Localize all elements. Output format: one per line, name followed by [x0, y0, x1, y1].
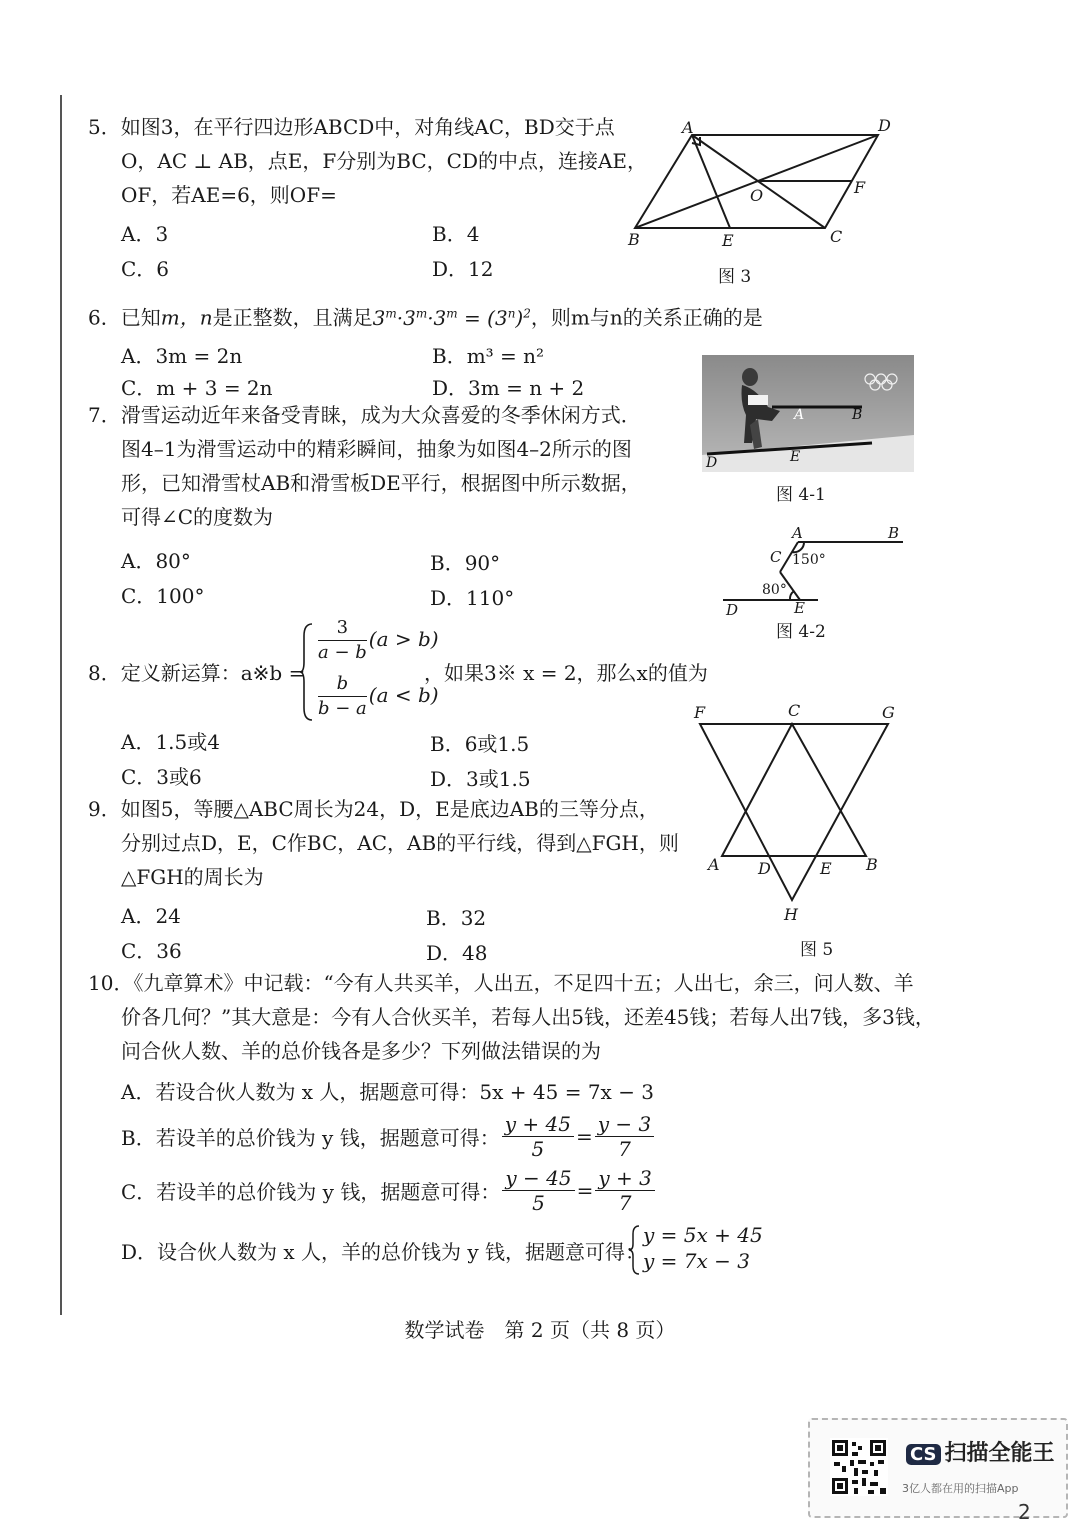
- q8-suffix: ，如果3※ x = 2，那么x的值为: [424, 661, 708, 685]
- question-6: [88, 296, 763, 335]
- q10-option-b: [121, 1112, 656, 1161]
- q6-option-c: C．m + 3 = 2n: [121, 376, 273, 400]
- q7-option-d: D．110°: [430, 586, 515, 610]
- q9-option-b: B．32: [426, 906, 487, 930]
- fig5-label-e: E: [820, 859, 832, 878]
- fig5-label-h: H: [784, 905, 798, 924]
- fig42-label-c: C: [770, 548, 782, 566]
- question-9: [88, 792, 679, 894]
- q7-line-3: 形，已知滑雪杖AB和滑雪板DE平行，根据图中所示数据，: [121, 471, 641, 495]
- scanner-tagline: 3亿人都在用的扫描App: [902, 1482, 1019, 1495]
- q10-option-d: [121, 1222, 763, 1278]
- page-footer: 数学试卷 第 2 页（共 8 页）: [404, 1318, 676, 1342]
- q5-line-3: OF，若AE=6，则OF=: [121, 183, 337, 207]
- q8-case2-den: b − a: [318, 698, 367, 719]
- q10-d-brace: [629, 1224, 641, 1276]
- q6-suffix: ，则m与n的关系正确的是: [530, 305, 763, 330]
- q10-option-a: A．若设合伙人数为 x 人，据题意可得：5x + 45 = 7x − 3: [121, 1080, 655, 1104]
- q10-option-d-text: D．设合伙人数为 x 人，羊的总价钱为 y 钱，据题意可得：: [121, 1240, 646, 1264]
- fig5-label-g: G: [882, 703, 895, 722]
- q10-c-left-den: 5: [532, 1191, 545, 1215]
- q5-option-c: C．6: [121, 257, 170, 281]
- q7-option-a: A．80°: [121, 549, 191, 573]
- q7-line-2: 图4–1为滑雪运动中的精彩瞬间，抽象为如图4–2所示的图: [121, 437, 632, 461]
- q8-case-1: [316, 616, 439, 665]
- q9-line-1: 9．如图5，等腰△ABC周长为24，D，E是底边AB的三等分点，: [88, 797, 659, 821]
- q10-c-equals: =: [576, 1178, 594, 1203]
- q10-d-eq1: y = 5x + 45: [643, 1223, 763, 1247]
- q10-line-1: 10．《九章算术》中记载：“今有人共买羊，人出五，不足四十五；人出七，余三，问人数、羊: [88, 971, 914, 995]
- q5-option-a: A．3: [121, 222, 169, 246]
- figure-3-parallelogram: [620, 115, 900, 255]
- fig42-label-a: A: [792, 524, 803, 542]
- fig42-label-d: D: [726, 601, 739, 619]
- scanner-badge: CS: [906, 1444, 941, 1465]
- q6-prefix: 6．已知: [88, 305, 161, 330]
- q10-b-left-num: y + 45: [502, 1112, 574, 1137]
- photo-label-b: B: [852, 407, 863, 423]
- q8-case2-cond: (a < b): [368, 683, 439, 707]
- fig3-label-b: B: [628, 230, 640, 249]
- q6-equation: $3^m\cdot 3^m\cdot 3^m = (3^n)^2$: [372, 305, 531, 330]
- q10-line-3: 问合伙人数、羊的总价钱各是多少？下列做法错误的为: [121, 1039, 601, 1063]
- photo-label-d: D: [706, 455, 718, 471]
- fig5-label-f: F: [694, 703, 706, 722]
- q7-line-4: 可得∠C的度数为: [121, 505, 274, 529]
- q10-c-right-num: y + 3: [595, 1166, 655, 1191]
- q8-case2-frac: [318, 672, 367, 721]
- q10-c-left-frac: [502, 1166, 574, 1215]
- question-10: [88, 966, 935, 1068]
- q8-case1-cond: (a > b): [368, 627, 439, 651]
- q10-b-left-den: 5: [531, 1137, 545, 1161]
- q6-option-b: B．m³ = n²: [432, 344, 545, 368]
- fig42-angle-80: 80°: [762, 582, 787, 598]
- q9-option-d: D．48: [426, 941, 488, 965]
- fig3-label-d: D: [878, 116, 891, 135]
- fig5-label-d: D: [758, 859, 771, 878]
- q8-case1-num: 3: [318, 616, 367, 641]
- figure-3-caption: 图 3: [718, 267, 752, 287]
- question-7: [88, 398, 641, 534]
- q9-line-2: 分别过点D，E，C作BC，AC，AB的平行线，得到△FGH，则: [121, 831, 679, 855]
- fig5-label-c: C: [788, 701, 801, 720]
- q6-option-d: D．3m = n + 2: [432, 376, 585, 400]
- figure-4-1-caption: 图 4-1: [776, 485, 826, 505]
- q10-b-equals: =: [575, 1124, 593, 1149]
- q10-b-right-den: 7: [618, 1137, 631, 1161]
- q9-option-c: C．36: [121, 939, 182, 963]
- q8-option-c: C．3或6: [121, 765, 202, 789]
- q8-case1-frac: [318, 616, 367, 665]
- figure-4-2-diagram: [718, 520, 908, 620]
- fig3-label-a: A: [682, 118, 694, 137]
- q9-option-a: A．24: [121, 904, 181, 928]
- figure-5-triangles: [690, 700, 910, 930]
- q7-option-c: C．100°: [121, 584, 205, 608]
- q9-line-3: △FGH的周长为: [121, 865, 264, 889]
- q8-option-a: A．1.5或4: [121, 730, 220, 754]
- q10-d-eq2: y = 7x − 3: [643, 1249, 750, 1273]
- q5-option-d: D．12: [432, 257, 494, 281]
- q6-vars: m，n: [160, 305, 213, 330]
- q6-option-a: A．3m = 2n: [121, 344, 243, 368]
- q5-line-2: O，AC ⊥ AB，点E，F分别为BC，CD的中点，连接AE，: [121, 149, 648, 173]
- q6-mid: 是正整数，且满足: [212, 305, 373, 330]
- q5-line-1: 5．如图3，在平行四边形ABCD中，对角线AC，BD交于点: [88, 115, 615, 139]
- scanner-app-name: [906, 1436, 1055, 1467]
- fig42-angle-150: 150°: [792, 552, 826, 568]
- q10-b-right-num: y − 3: [595, 1112, 655, 1137]
- q10-d-system: [643, 1222, 763, 1274]
- q10-line-2: 价各几何？”其大意是：今有人合伙买羊，若每人出5钱，还差45钱；若每人出7钱，多3钱，: [121, 1005, 935, 1029]
- q7-option-b: B．90°: [430, 551, 501, 575]
- q10-b-left-frac: [502, 1112, 574, 1161]
- q8-brace: [300, 622, 314, 722]
- q8-case1-den: a − b: [318, 642, 367, 663]
- scanner-name: 扫描全能王: [944, 1441, 1055, 1466]
- fig3-label-e: E: [722, 231, 734, 250]
- fig42-label-e: E: [794, 599, 805, 617]
- fig5-label-b: B: [866, 855, 878, 874]
- q8-option-b: B．6或1.5: [430, 732, 530, 756]
- q8-prefix: 8．定义新运算：a※b =: [88, 661, 306, 685]
- photo-label-a: A: [794, 407, 805, 423]
- q10-option-b-text: B．若设羊的总价钱为 y 钱，据题意可得：: [121, 1126, 500, 1150]
- q10-c-right-frac: [595, 1166, 655, 1215]
- figure-4-1-ski-photo: [702, 355, 914, 472]
- fig3-label-c: C: [830, 227, 843, 246]
- figure-5-caption: 图 5: [800, 940, 834, 960]
- fig3-label-o: O: [750, 186, 764, 205]
- qr-code-icon: [830, 1438, 888, 1496]
- q10-option-c: [121, 1166, 657, 1215]
- page-number: 2: [1018, 1500, 1031, 1524]
- q8-case2-num: b: [318, 672, 367, 697]
- q7-line-1: 7．滑雪运动近年来备受青睐，成为大众喜爱的冬季休闲方式．: [88, 403, 641, 427]
- fig3-label-f: F: [854, 178, 866, 197]
- q8-option-d: D．3或1.5: [430, 767, 531, 791]
- q10-option-c-text: C．若设羊的总价钱为 y 钱，据题意可得：: [121, 1180, 501, 1204]
- fig42-label-b: B: [888, 524, 900, 542]
- fig5-label-a: A: [708, 855, 720, 874]
- margin-rule: [60, 95, 62, 1315]
- photo-label-e: E: [790, 449, 801, 465]
- q10-c-right-den: 7: [618, 1191, 632, 1215]
- q5-option-b: B．4: [432, 222, 480, 246]
- q10-c-left-num: y − 45: [502, 1166, 574, 1191]
- q10-b-right-frac: [595, 1112, 655, 1161]
- question-5: [88, 110, 647, 212]
- figure-4-2-caption: 图 4-2: [776, 622, 826, 642]
- q8-case-2: [316, 672, 439, 721]
